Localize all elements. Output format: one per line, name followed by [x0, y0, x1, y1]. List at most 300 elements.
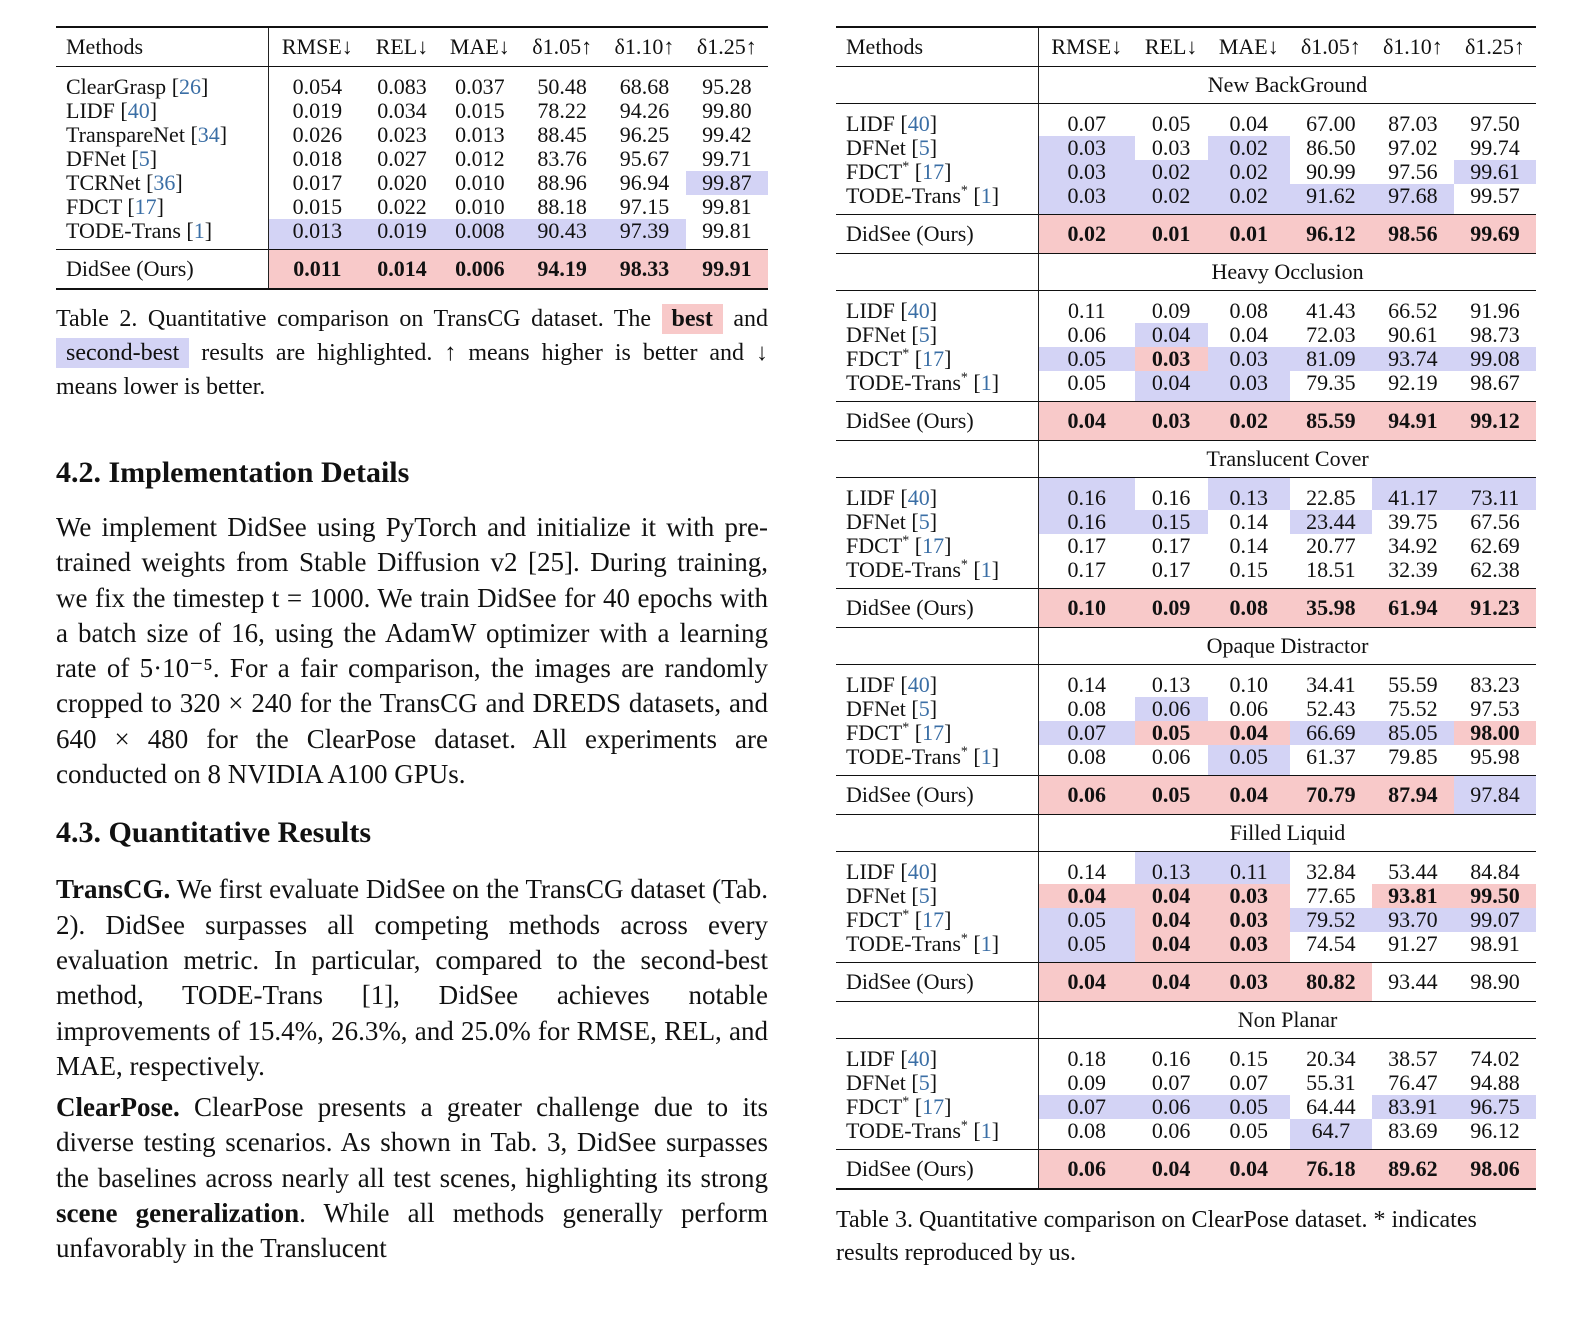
metric-value: 0.04: [1151, 322, 1191, 347]
metric-value: 97.68: [1388, 183, 1438, 208]
metric-value: 97.50: [1470, 111, 1520, 136]
metric-value: 99.74: [1470, 135, 1520, 160]
metric-value: 0.02: [1229, 183, 1269, 208]
header-d105: δ1.05↑: [521, 27, 603, 67]
metric-cell: [1454, 1150, 1536, 1190]
metric-cell: [1039, 371, 1135, 402]
metric-cell: [1290, 884, 1372, 908]
citation-link[interactable]: 5: [918, 883, 930, 908]
metric-value: 0.037: [455, 74, 505, 99]
scene-header-row: [836, 254, 1536, 291]
metric-cell: [269, 99, 365, 123]
metric-value: 0.04: [1229, 782, 1269, 807]
metric-value: 0.010: [455, 170, 505, 195]
metric-value: 99.08: [1470, 346, 1520, 371]
metric-value: 0.020: [377, 170, 427, 195]
header-d125: δ1.25↑: [1454, 27, 1536, 67]
metric-value: 38.57: [1388, 1046, 1438, 1071]
metric-cell: [1135, 478, 1208, 511]
metric-cell: [1372, 908, 1454, 932]
method-name: DidSee (Ours): [846, 782, 974, 807]
metric-cell: [1454, 371, 1536, 402]
metric-value: 98.90: [1470, 969, 1520, 994]
scene-title: Heavy Occlusion: [1039, 254, 1536, 291]
method-name: FDCT: [66, 194, 122, 219]
metric-cell: [439, 171, 521, 195]
metric-value: 79.35: [1306, 370, 1356, 395]
metric-value: 0.03: [1229, 370, 1269, 395]
metric-value: 0.05: [1229, 744, 1269, 769]
metric-value: 35.98: [1306, 595, 1356, 620]
metric-value: 97.15: [619, 194, 670, 219]
metric-value: 79.85: [1388, 744, 1438, 769]
metric-cell: [1372, 1119, 1454, 1150]
metric-cell: [1454, 589, 1536, 628]
citation-link[interactable]: 5: [918, 1070, 930, 1095]
metric-value: 0.14: [1229, 509, 1269, 534]
metric-cell: [1454, 1071, 1536, 1095]
method-name-cell: LIDF [40]: [836, 852, 1039, 885]
metric-cell: [439, 147, 521, 171]
metric-cell: [1039, 745, 1135, 776]
metric-value: 68.68: [619, 74, 670, 99]
table-row: [836, 136, 1536, 160]
metric-value: 0.07: [1067, 1094, 1107, 1119]
metric-cell: [1372, 534, 1454, 558]
header-mae: MAE↓: [439, 27, 521, 67]
header-rmse: RMSE↓: [1039, 27, 1135, 67]
metric-value: 55.59: [1388, 672, 1438, 697]
citation-link[interactable]: 1: [980, 557, 992, 582]
metric-cell: [1039, 1095, 1135, 1119]
metric-value: 0.015: [455, 98, 505, 123]
metric-cell: [1290, 1119, 1372, 1150]
method-name-cell: LIDF [40]: [836, 665, 1039, 698]
metric-cell: [1372, 665, 1454, 698]
method-name: LIDF: [846, 859, 895, 884]
clearpose-text-b: . While all methods generally perform unfavorably in the Translucent: [56, 1198, 768, 1264]
metric-value: 0.04: [1151, 370, 1191, 395]
metric-value: 88.45: [537, 122, 587, 147]
metric-value: 91.27: [1388, 931, 1438, 956]
metric-cell: [1454, 136, 1536, 160]
method-name: DidSee (Ours): [846, 408, 974, 433]
metric-cell: [1454, 104, 1536, 137]
metric-cell: [603, 219, 685, 250]
metric-cell: [365, 99, 438, 123]
metric-cell: [1372, 104, 1454, 137]
metric-value: 98.73: [1470, 322, 1520, 347]
metric-cell: [1135, 291, 1208, 324]
scene-title: Translucent Cover: [1039, 441, 1536, 478]
metric-cell: [1454, 291, 1536, 324]
metric-value: 20.77: [1306, 533, 1356, 558]
metric-cell: [1454, 721, 1536, 745]
metric-cell: [1208, 1150, 1290, 1190]
citation-link[interactable]: 17: [922, 159, 945, 184]
metric-cell: [1039, 184, 1135, 215]
citation-link[interactable]: 40: [907, 298, 930, 323]
table-row: [836, 721, 1536, 745]
table-3-header-row: [836, 27, 1536, 67]
metric-value: 96.94: [619, 170, 670, 195]
metric-cell: [439, 123, 521, 147]
section-4-2-text: We implement DidSee using PyTorch and initialize it with pre-trained weights from Stable Diffusion v2 [25]. During training, we fix the timestep t = 1000. We train DidSee for 40 epochs with a batch size of 16, using the AdamW optimizer with a learning rate of 5·10⁻⁵. For a fair comparison, the images are randomly cropped to 320 × 240 for the TransCG and DREDS datasets, and 640 × 480 for the ClearPose dataset. All experiments are conducted on 8 NVIDIA A100 GPUs.: [56, 512, 768, 790]
metric-value: 0.05: [1151, 111, 1191, 136]
reproduced-marker: *: [960, 183, 968, 199]
table-row: [836, 104, 1536, 137]
metric-value: 67.00: [1306, 111, 1356, 136]
method-name: DFNet: [846, 1070, 906, 1095]
metric-value: 0.019: [292, 98, 343, 123]
method-name: TCRNet: [66, 170, 141, 195]
method-name: ClearGrasp: [66, 74, 167, 99]
metric-cell: [1372, 347, 1454, 371]
metric-value: 18.51: [1306, 557, 1356, 582]
metric-value: 0.02: [1151, 159, 1191, 184]
metric-cell: [1135, 589, 1208, 628]
metric-value: 0.04: [1151, 1156, 1191, 1181]
metric-value: 99.57: [1470, 183, 1520, 208]
citation-link[interactable]: 5: [138, 146, 150, 171]
reproduced-marker: *: [960, 1118, 968, 1134]
metric-value: 0.14: [1067, 672, 1107, 697]
metric-value: 98.91: [1470, 931, 1520, 956]
metric-cell: [1135, 745, 1208, 776]
metric-value: 80.82: [1306, 969, 1356, 994]
metric-cell: [686, 123, 768, 147]
metric-value: 99.80: [702, 98, 752, 123]
metric-value: 0.09: [1151, 595, 1191, 620]
metric-cell: [1039, 932, 1135, 963]
metric-value: 98.56: [1388, 221, 1438, 246]
table-row: [836, 884, 1536, 908]
metric-cell: [1039, 160, 1135, 184]
metric-cell: [1135, 665, 1208, 698]
method-name-cell: [56, 250, 269, 290]
method-name-cell: FDCT* [17]: [836, 721, 1039, 745]
metric-value: 76.18: [1306, 1156, 1356, 1181]
metric-value: 0.16: [1067, 485, 1107, 510]
metric-value: 0.05: [1151, 720, 1191, 745]
metric-cell: [1372, 371, 1454, 402]
header-methods: Methods: [56, 27, 269, 67]
metric-cell: [1039, 697, 1135, 721]
metric-cell: [1039, 1039, 1135, 1072]
citation-link[interactable]: 1: [980, 370, 992, 395]
scene-title: Non Planar: [1039, 1002, 1536, 1039]
metric-cell: [1135, 932, 1208, 963]
metric-value: 0.04: [1067, 883, 1107, 908]
metric-cell: [1372, 136, 1454, 160]
metric-value: 88.18: [537, 194, 587, 219]
metric-cell: [1454, 884, 1536, 908]
metric-value: 96.75: [1470, 1094, 1520, 1119]
metric-value: 0.02: [1229, 159, 1269, 184]
metric-cell: [1208, 534, 1290, 558]
citation-link[interactable]: 1: [193, 218, 205, 243]
scene-spacer: [836, 441, 1039, 478]
citation-link[interactable]: 17: [922, 533, 945, 558]
scene-header-row: [836, 67, 1536, 104]
metric-cell: [1039, 1119, 1135, 1150]
metric-value: 74.02: [1470, 1046, 1520, 1071]
metric-value: 0.16: [1067, 509, 1107, 534]
metric-cell: [1135, 534, 1208, 558]
metric-value: 0.04: [1229, 322, 1269, 347]
metric-cell: [521, 67, 603, 100]
metric-cell: [1135, 104, 1208, 137]
method-name: LIDF: [66, 98, 115, 123]
table-row: [836, 852, 1536, 885]
citation-link[interactable]: 5: [918, 135, 930, 160]
metric-cell: [521, 171, 603, 195]
metric-cell: [1290, 402, 1372, 441]
metric-value: 22.85: [1306, 485, 1356, 510]
metric-value: 0.019: [377, 218, 427, 243]
citation-link[interactable]: 1: [980, 931, 992, 956]
metric-cell: [1454, 160, 1536, 184]
metric-value: 0.06: [1067, 322, 1107, 347]
clearpose-bold: scene generalization: [56, 1198, 300, 1229]
metric-cell: [1208, 908, 1290, 932]
metric-cell: [1372, 1150, 1454, 1190]
citation-link[interactable]: 40: [127, 98, 150, 123]
metric-cell: [1372, 932, 1454, 963]
metric-value: 97.56: [1388, 159, 1438, 184]
metric-value: 0.06: [1229, 696, 1269, 721]
metric-value: 90.99: [1306, 159, 1356, 184]
method-name-cell: FDCT* [17]: [836, 347, 1039, 371]
method-name-cell: DFNet [5]: [836, 697, 1039, 721]
metric-value: 85.59: [1306, 408, 1356, 433]
metric-cell: [1208, 104, 1290, 137]
metric-value: 0.05: [1151, 782, 1191, 807]
metric-cell: [1135, 776, 1208, 815]
reproduced-marker: *: [902, 533, 910, 549]
method-name: DFNet: [846, 883, 906, 908]
section-4-3-heading: 4.3. Quantitative Results: [56, 816, 371, 850]
method-name-cell: TranspareNet [34]: [56, 123, 269, 147]
metric-cell: [1290, 558, 1372, 589]
metric-value: 0.05: [1067, 931, 1107, 956]
metric-cell: [1135, 884, 1208, 908]
metric-value: 83.91: [1388, 1094, 1438, 1119]
scene-title: Opaque Distractor: [1039, 628, 1536, 665]
citation-link[interactable]: 17: [134, 194, 157, 219]
metric-cell: [1135, 136, 1208, 160]
metric-value: 96.25: [619, 122, 670, 147]
table-row: [836, 697, 1536, 721]
metric-cell: [1039, 908, 1135, 932]
metric-cell: [521, 147, 603, 171]
citation-link[interactable]: 40: [907, 672, 930, 697]
metric-cell: [1454, 184, 1536, 215]
clearpose-paragraph: [56, 1090, 768, 1266]
metric-value: 90.61: [1388, 322, 1438, 347]
metric-value: 0.034: [377, 98, 427, 123]
metric-value: 52.43: [1306, 696, 1356, 721]
metric-value: 0.04: [1067, 408, 1107, 433]
metric-value: 99.61: [1470, 159, 1520, 184]
metric-value: 34.41: [1306, 672, 1356, 697]
metric-cell: [1454, 534, 1536, 558]
table-row: [836, 558, 1536, 589]
metric-value: 66.52: [1388, 298, 1438, 323]
metric-cell: [1372, 884, 1454, 908]
citation-link[interactable]: 1: [980, 1118, 992, 1143]
method-name-cell: LIDF [40]: [56, 99, 269, 123]
metric-cell: [1135, 510, 1208, 534]
metric-cell: [1454, 347, 1536, 371]
ours-row: [836, 215, 1536, 254]
citation-link[interactable]: 5: [918, 509, 930, 534]
metric-value: 74.54: [1306, 931, 1356, 956]
table-row: [836, 323, 1536, 347]
method-name: DidSee (Ours): [846, 221, 974, 246]
metric-value: 0.03: [1229, 907, 1269, 932]
method-name: FDCT: [846, 720, 903, 745]
metric-cell: [439, 99, 521, 123]
metric-cell: [1135, 184, 1208, 215]
metric-value: 0.07: [1151, 1070, 1191, 1095]
metric-value: 0.17: [1151, 557, 1191, 582]
citation-link[interactable]: 26: [179, 74, 202, 99]
metric-value: 0.012: [455, 146, 505, 171]
citation-link[interactable]: 36: [153, 170, 176, 195]
citation-link[interactable]: 17: [922, 1094, 945, 1119]
metric-cell: [1454, 478, 1536, 511]
method-name: FDCT: [846, 346, 903, 371]
metric-value: 0.13: [1151, 859, 1191, 884]
citation-link[interactable]: 17: [922, 907, 945, 932]
metric-cell: [1290, 160, 1372, 184]
metric-value: 0.10: [1229, 672, 1269, 697]
metric-cell: [1039, 776, 1135, 815]
metric-cell: [1290, 136, 1372, 160]
metric-cell: [365, 123, 438, 147]
table-row: [836, 371, 1536, 402]
citation-link[interactable]: 40: [907, 859, 930, 884]
scene-spacer: [836, 628, 1039, 665]
metric-cell: [1290, 1150, 1372, 1190]
citation-link[interactable]: 40: [907, 1046, 930, 1071]
metric-value: 0.08: [1067, 696, 1107, 721]
metric-value: 99.81: [702, 218, 752, 243]
header-rel: REL↓: [1135, 27, 1208, 67]
table-2-caption: [56, 302, 768, 404]
metric-value: 0.03: [1229, 346, 1269, 371]
citation-link[interactable]: 34: [197, 122, 220, 147]
method-name: TODE-Trans: [846, 1118, 961, 1143]
metric-cell: [1290, 589, 1372, 628]
metric-cell: [1454, 1119, 1536, 1150]
caption-part-2: and: [733, 306, 768, 332]
table-3: [836, 26, 1536, 1190]
metric-cell: [1454, 510, 1536, 534]
metric-value: 0.04: [1151, 969, 1191, 994]
metric-cell: [603, 147, 685, 171]
citation-link[interactable]: 40: [907, 111, 930, 136]
metric-value: 99.69: [1470, 221, 1520, 246]
table-row: [56, 67, 768, 100]
metric-cell: [521, 219, 603, 250]
metric-value: 93.81: [1388, 883, 1438, 908]
method-name-cell: DFNet [5]: [56, 147, 269, 171]
table-row: [56, 195, 768, 219]
method-name: TODE-Trans: [846, 557, 961, 582]
metric-cell: [1039, 534, 1135, 558]
metric-cell: [1208, 884, 1290, 908]
metric-value: 99.87: [702, 170, 752, 195]
citation-link[interactable]: 17: [922, 720, 945, 745]
citation-link[interactable]: 1: [980, 744, 992, 769]
metric-cell: [1290, 1071, 1372, 1095]
metric-cell: [521, 195, 603, 219]
metric-value: 94.26: [619, 98, 670, 123]
method-name: TODE-Trans: [66, 218, 181, 243]
method-name-cell: [836, 963, 1039, 1002]
metric-value: 99.12: [1470, 408, 1520, 433]
metric-value: 39.75: [1388, 509, 1438, 534]
metric-value: 32.39: [1388, 557, 1438, 582]
metric-cell: [1135, 160, 1208, 184]
metric-value: 0.017: [292, 170, 343, 195]
method-name-cell: LIDF [40]: [836, 104, 1039, 137]
metric-cell: [603, 171, 685, 195]
metric-cell: [1372, 402, 1454, 441]
metric-value: 97.53: [1470, 696, 1520, 721]
metric-cell: [1290, 371, 1372, 402]
caption-part-3: results are highlighted. ↑ means higher is better and ↓ means lower is better.: [56, 340, 768, 400]
citation-link[interactable]: 5: [918, 322, 930, 347]
scene-spacer: [836, 254, 1039, 291]
metric-value: 73.11: [1470, 485, 1520, 510]
metric-value: 0.04: [1229, 111, 1269, 136]
metric-value: 95.98: [1470, 744, 1520, 769]
citation-link[interactable]: 40: [907, 485, 930, 510]
metric-value: 0.08: [1229, 298, 1269, 323]
method-name-cell: FDCT* [17]: [836, 1095, 1039, 1119]
metric-cell: [521, 123, 603, 147]
metric-value: 55.31: [1306, 1070, 1356, 1095]
method-name: TODE-Trans: [846, 183, 961, 208]
metric-value: 0.17: [1151, 533, 1191, 558]
metric-value: 0.03: [1067, 183, 1107, 208]
metric-cell: [1208, 402, 1290, 441]
metric-cell: [1208, 323, 1290, 347]
citation-link[interactable]: 5: [918, 696, 930, 721]
table-row: [836, 932, 1536, 963]
metric-value: 0.06: [1151, 696, 1191, 721]
citation-link[interactable]: 17: [922, 346, 945, 371]
reproduced-marker: *: [960, 931, 968, 947]
table-row: [56, 99, 768, 123]
metric-cell: [439, 219, 521, 250]
metric-cell: [1290, 347, 1372, 371]
citation-link[interactable]: 1: [980, 183, 992, 208]
method-name-cell: FDCT* [17]: [836, 160, 1039, 184]
metric-cell: [269, 123, 365, 147]
metric-cell: [1454, 697, 1536, 721]
header-rel: REL↓: [365, 27, 438, 67]
method-name: DidSee (Ours): [846, 595, 974, 620]
metric-cell: [1290, 215, 1372, 254]
metric-value: 0.05: [1229, 1118, 1269, 1143]
metric-value: 50.48: [537, 74, 587, 99]
metric-cell: [686, 147, 768, 171]
metric-value: 98.06: [1470, 1156, 1520, 1181]
